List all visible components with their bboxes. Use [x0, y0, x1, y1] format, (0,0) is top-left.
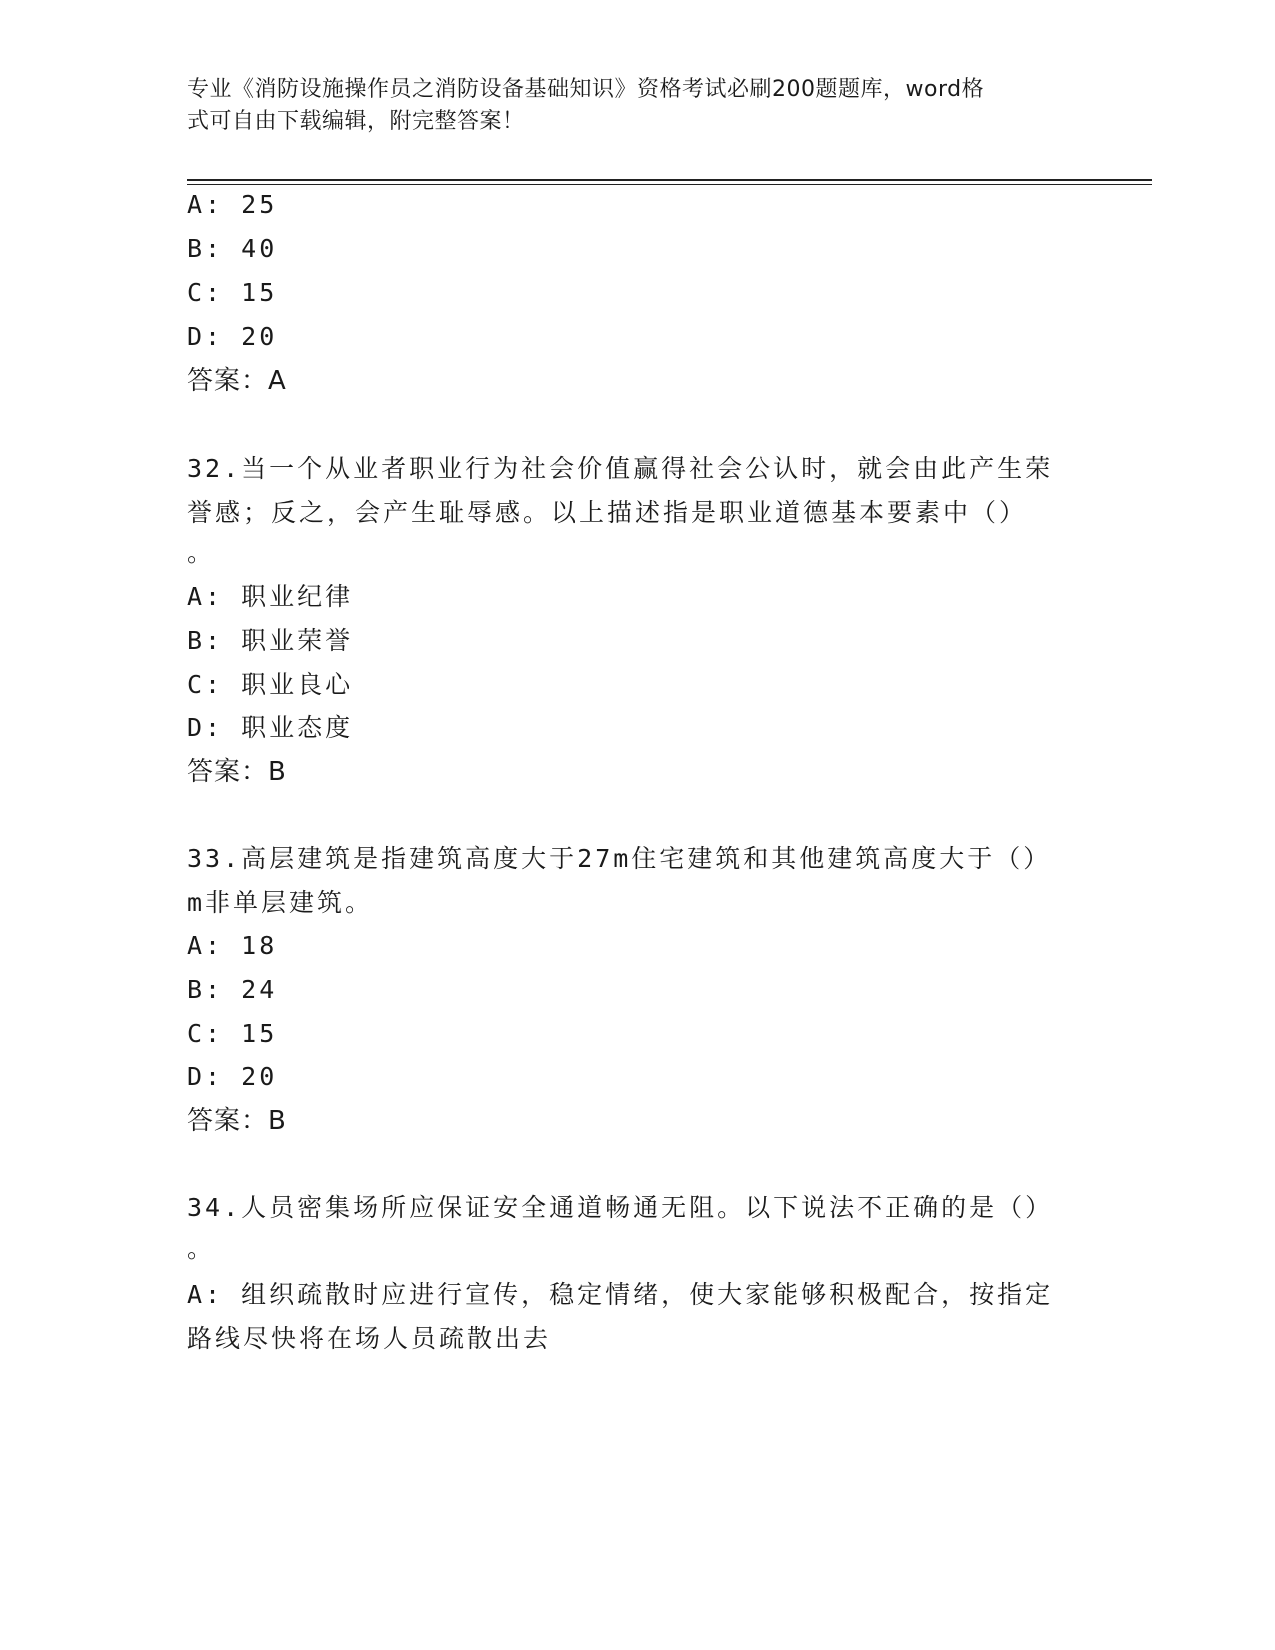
q32-option-c: C: 职业良心 — [187, 670, 354, 699]
q33-option-b: B: 24 — [187, 975, 278, 1004]
q31-answer: 答案：A — [187, 366, 287, 396]
q33-option-d: D: 20 — [187, 1062, 278, 1091]
q32-option-b: B: 职业荣誉 — [187, 626, 354, 655]
q32-option-a: A: 职业纪律 — [187, 582, 354, 611]
q33-option-c: C: 15 — [187, 1019, 278, 1048]
q34-option-a-line-2: 路线尽快将在场人员疏散出去 — [187, 1324, 552, 1353]
document-header — [187, 74, 1067, 138]
q32-option-d: D: 职业态度 — [187, 713, 354, 742]
header-rule-thin — [187, 184, 1152, 185]
q34-stem-line-1: 34.人员密集场所应保证安全通道畅通无阻。以下说法不正确的是（） — [187, 1193, 1054, 1222]
q33-answer: 答案：B — [187, 1106, 287, 1136]
q31-option-d: D: 20 — [187, 322, 278, 351]
q32-stem-line-1: 32.当一个从业者职业行为社会价值赢得社会公认时，就会由此产生荣 — [187, 454, 1054, 483]
q31-option-c: C: 15 — [187, 278, 278, 307]
q31-option-a: A: 25 — [187, 190, 278, 219]
q34-stem-line-2: 。 — [187, 1234, 216, 1263]
q32-answer: 答案：B — [187, 757, 287, 787]
q32-stem-line-2: 誉感；反之，会产生耻辱感。以上描述指是职业道德基本要素中（） — [187, 498, 1028, 527]
q33-stem-line-1: 33.高层建筑是指建筑高度大于27m住宅建筑和其他建筑高度大于（） — [187, 844, 1052, 873]
q34-option-a-line-1: A: 组织疏散时应进行宣传，稳定情绪，使大家能够积极配合，按指定 — [187, 1280, 1054, 1309]
q33-stem-line-2: m非单层建筑。 — [187, 888, 374, 917]
header-line-2: 式可自由下载编辑，附完整答案！ — [187, 109, 525, 134]
q33-option-a: A: 18 — [187, 931, 278, 960]
q31-option-b: B: 40 — [187, 234, 278, 263]
header-line-1: 专业《消防设施操作员之消防设备基础知识》资格考试必刷200题题库，word格 — [187, 77, 985, 102]
q32-stem-line-3: 。 — [187, 538, 216, 567]
header-rule-thick — [187, 179, 1152, 181]
